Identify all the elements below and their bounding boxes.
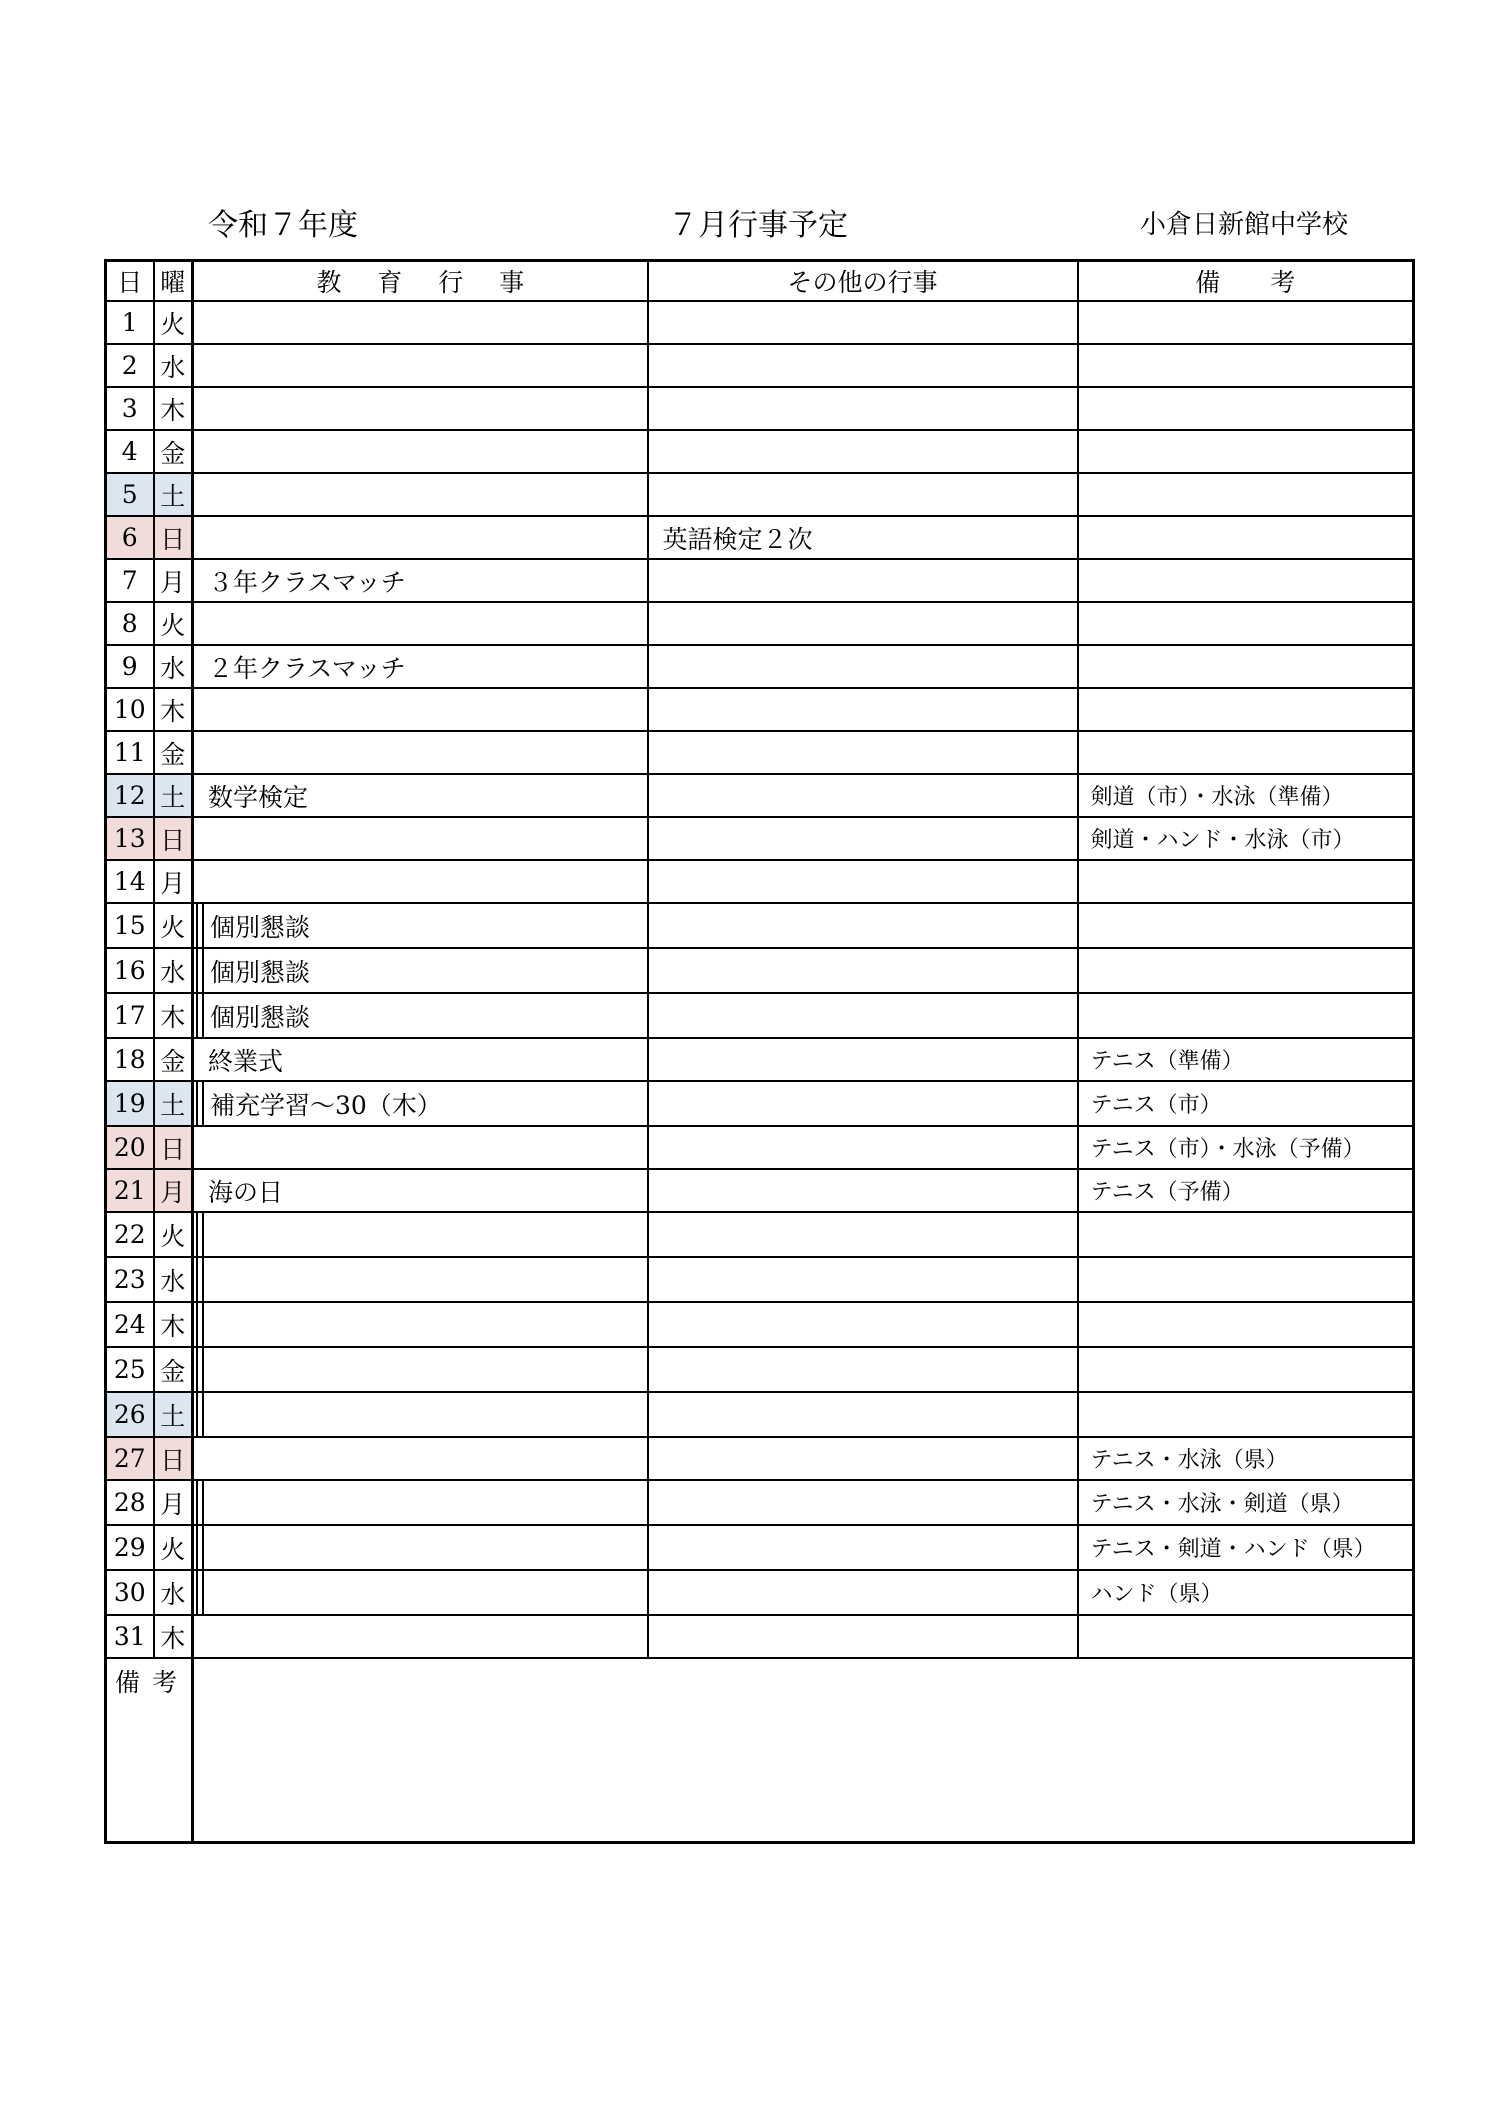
remarks-cell: テニス・水泳・剣道（県） [1078,1480,1414,1525]
weekday-cell: 金 [154,1038,193,1081]
table-row [106,387,1414,430]
remarks-cell [1078,1212,1414,1257]
table-row [106,516,1414,559]
other-event-cell [648,387,1078,430]
other-event-cell [648,1081,1078,1126]
day-cell: 8 [106,602,154,645]
other-event-cell [648,1347,1078,1392]
period-bracket-mark [196,994,204,1037]
day-cell: 19 [106,1081,154,1126]
table-row [106,473,1414,516]
remarks-cell: 剣道（市）・水泳（準備） [1078,774,1414,817]
education-event-cell [193,516,648,559]
table-row [106,774,1414,817]
weekday-cell: 土 [154,1392,193,1437]
other-event-cell [648,817,1078,860]
period-bracket-mark [196,1481,204,1524]
weekday-cell: 月 [154,860,193,903]
education-event-cell [193,948,648,993]
weekday-cell: 水 [154,344,193,387]
education-event-text: 補充学習～30（木） [210,1090,442,1120]
period-bracket-mark [196,1571,204,1614]
table-row [106,1615,1414,1658]
day-cell: 23 [106,1257,154,1302]
remarks-cell [1078,516,1414,559]
period-bracket-mark [196,1258,204,1301]
remarks-cell [1078,903,1414,948]
table-row [106,344,1414,387]
period-bracket-mark [196,1348,204,1391]
column-header-day: 日 [106,261,154,302]
other-event-cell [648,1437,1078,1480]
table-row [106,301,1414,344]
education-event-cell [193,1480,648,1525]
education-event-cell [193,1615,648,1658]
day-cell: 31 [106,1615,154,1658]
day-cell: 7 [106,559,154,602]
weekday-cell: 日 [154,1437,193,1480]
day-cell: 18 [106,1038,154,1081]
weekday-cell: 月 [154,559,193,602]
education-event-cell [193,602,648,645]
other-event-cell [648,301,1078,344]
weekday-cell: 日 [154,1126,193,1169]
education-event-cell: 終業式 [193,1038,648,1081]
education-event-cell [193,1212,648,1257]
other-event-cell [648,1257,1078,1302]
day-cell: 15 [106,903,154,948]
day-cell: 20 [106,1126,154,1169]
remarks-cell [1078,430,1414,473]
other-event-cell [648,559,1078,602]
education-event-cell [193,817,648,860]
other-event-cell [648,1480,1078,1525]
other-event-cell [648,948,1078,993]
education-event-cell [193,860,648,903]
table-row [106,1347,1414,1392]
other-event-cell [648,1615,1078,1658]
period-bracket-mark [196,1213,204,1256]
remarks-cell [1078,860,1414,903]
weekday-cell: 火 [154,1525,193,1570]
education-event-cell [193,387,648,430]
table-row [106,1525,1414,1570]
table-row [106,1302,1414,1347]
education-event-cell [193,1257,648,1302]
table-row [106,602,1414,645]
remarks-cell [1078,731,1414,774]
remarks-cell [1078,1392,1414,1437]
other-event-cell [648,1392,1078,1437]
day-cell: 11 [106,731,154,774]
education-event-cell [193,1081,648,1126]
weekday-cell: 金 [154,731,193,774]
column-header-weekday: 曜 [154,261,193,302]
table-row [106,1437,1414,1480]
weekday-cell: 月 [154,1169,193,1212]
weekday-cell: 火 [154,301,193,344]
education-event-cell [193,430,648,473]
remarks-cell [1078,645,1414,688]
remarks-cell: テニス・水泳（県） [1078,1437,1414,1480]
weekday-cell: 土 [154,1081,193,1126]
education-event-cell [193,1437,648,1480]
other-event-cell [648,1212,1078,1257]
other-event-cell [648,860,1078,903]
weekday-cell: 木 [154,993,193,1038]
day-cell: 16 [106,948,154,993]
other-event-cell [648,1570,1078,1615]
other-event-cell [648,645,1078,688]
school-name: 小倉日新館中学校 [1140,210,1349,240]
weekday-cell: 火 [154,1212,193,1257]
period-bracket-mark [196,904,204,947]
schedule-table [104,259,1415,1844]
weekday-cell: 木 [154,1615,193,1658]
column-header-other: その他の行事 [648,261,1078,302]
education-event-cell [193,993,648,1038]
day-cell: 24 [106,1302,154,1347]
education-event-cell [193,1347,648,1392]
table-row [106,731,1414,774]
period-bracket-mark [196,1082,204,1125]
period-bracket-mark [196,1303,204,1346]
day-cell: 27 [106,1437,154,1480]
day-cell: 14 [106,860,154,903]
other-event-cell [648,688,1078,731]
education-event-cell: ３年クラスマッチ [193,559,648,602]
table-row [106,1570,1414,1615]
day-cell: 30 [106,1570,154,1615]
table-row [106,903,1414,948]
table-header-row [106,261,1414,302]
period-bracket-mark [196,1393,204,1436]
table-row [106,817,1414,860]
remarks-cell [1078,602,1414,645]
remarks-cell [1078,1257,1414,1302]
day-cell: 2 [106,344,154,387]
table-row [106,948,1414,993]
notes-content[interactable] [193,1658,1414,1843]
weekday-cell: 水 [154,1257,193,1302]
remarks-cell [1078,948,1414,993]
remarks-cell: テニス・剣道・ハンド（県） [1078,1525,1414,1570]
weekday-cell: 日 [154,516,193,559]
weekday-cell: 月 [154,1480,193,1525]
weekday-cell: 土 [154,774,193,817]
education-event-text: 個別懇談 [210,912,311,942]
day-cell: 10 [106,688,154,731]
education-event-text: 個別懇談 [210,957,311,987]
table-row [106,688,1414,731]
other-event-cell [648,430,1078,473]
education-event-cell [193,1302,648,1347]
weekday-cell: 木 [154,1302,193,1347]
education-event-text: 個別懇談 [210,1002,311,1032]
day-cell: 25 [106,1347,154,1392]
weekday-cell: 水 [154,1570,193,1615]
education-event-cell [193,1392,648,1437]
other-event-cell [648,344,1078,387]
table-row [106,1257,1414,1302]
table-row [106,1392,1414,1437]
other-event-cell [648,774,1078,817]
education-event-cell [193,473,648,516]
notes-label: 備考 [106,1658,193,1843]
day-cell: 29 [106,1525,154,1570]
table-row [106,1038,1414,1081]
day-cell: 28 [106,1480,154,1525]
education-event-cell [193,1570,648,1615]
other-event-cell [648,602,1078,645]
remarks-cell [1078,1302,1414,1347]
remarks-cell: 剣道・ハンド・水泳（市） [1078,817,1414,860]
weekday-cell: 水 [154,645,193,688]
other-event-cell: 英語検定２次 [648,516,1078,559]
other-event-cell [648,473,1078,516]
other-event-cell [648,1038,1078,1081]
education-event-cell: 海の日 [193,1169,648,1212]
remarks-cell: テニス（予備） [1078,1169,1414,1212]
table-row [106,993,1414,1038]
day-cell: 12 [106,774,154,817]
table-row [106,645,1414,688]
weekday-cell: 金 [154,1347,193,1392]
weekday-cell: 金 [154,430,193,473]
education-event-cell [193,1525,648,1570]
remarks-cell [1078,688,1414,731]
other-event-cell [648,1302,1078,1347]
education-event-cell: 数学検定 [193,774,648,817]
day-cell: 17 [106,993,154,1038]
day-cell: 6 [106,516,154,559]
weekday-cell: 日 [154,817,193,860]
day-cell: 21 [106,1169,154,1212]
remarks-cell: テニス（市）・水泳（予備） [1078,1126,1414,1169]
education-event-cell [193,1126,648,1169]
remarks-cell: テニス（市） [1078,1081,1414,1126]
day-cell: 9 [106,645,154,688]
remarks-cell [1078,344,1414,387]
other-event-cell [648,1169,1078,1212]
other-event-cell [648,993,1078,1038]
education-event-cell: ２年クラスマッチ [193,645,648,688]
other-event-cell [648,731,1078,774]
period-bracket-mark [196,1526,204,1569]
table-row [106,1081,1414,1126]
notes-row [106,1658,1414,1843]
education-event-cell [193,688,648,731]
weekday-cell: 土 [154,473,193,516]
period-bracket-mark [196,949,204,992]
other-event-cell [648,1126,1078,1169]
column-header-remarks: 備 考 [1078,261,1414,302]
remarks-cell [1078,473,1414,516]
remarks-cell [1078,301,1414,344]
education-event-cell [193,731,648,774]
remarks-cell [1078,559,1414,602]
column-header-education: 教 育 行 事 [193,261,648,302]
remarks-cell [1078,1615,1414,1658]
table-row [106,559,1414,602]
table-row [106,1126,1414,1169]
table-row [106,1212,1414,1257]
day-cell: 13 [106,817,154,860]
day-cell: 3 [106,387,154,430]
remarks-cell [1078,1347,1414,1392]
era-year-heading: 令和７年度 [208,208,358,243]
weekday-cell: 木 [154,688,193,731]
education-event-cell [193,344,648,387]
day-cell: 5 [106,473,154,516]
day-cell: 22 [106,1212,154,1257]
remarks-cell [1078,387,1414,430]
weekday-cell: 火 [154,602,193,645]
day-cell: 1 [106,301,154,344]
day-cell: 26 [106,1392,154,1437]
weekday-cell: 火 [154,903,193,948]
education-event-cell [193,301,648,344]
remarks-cell: テニス（準備） [1078,1038,1414,1081]
weekday-cell: 木 [154,387,193,430]
weekday-cell: 水 [154,948,193,993]
table-row [106,430,1414,473]
day-cell: 4 [106,430,154,473]
other-event-cell [648,1525,1078,1570]
page-title: ７月行事予定 [668,208,848,243]
table-row [106,1169,1414,1212]
education-event-cell [193,903,648,948]
schedule-rows [106,301,1414,1658]
table-row [106,1480,1414,1525]
table-row [106,860,1414,903]
remarks-cell: ハンド（県） [1078,1570,1414,1615]
remarks-cell [1078,993,1414,1038]
other-event-cell [648,903,1078,948]
